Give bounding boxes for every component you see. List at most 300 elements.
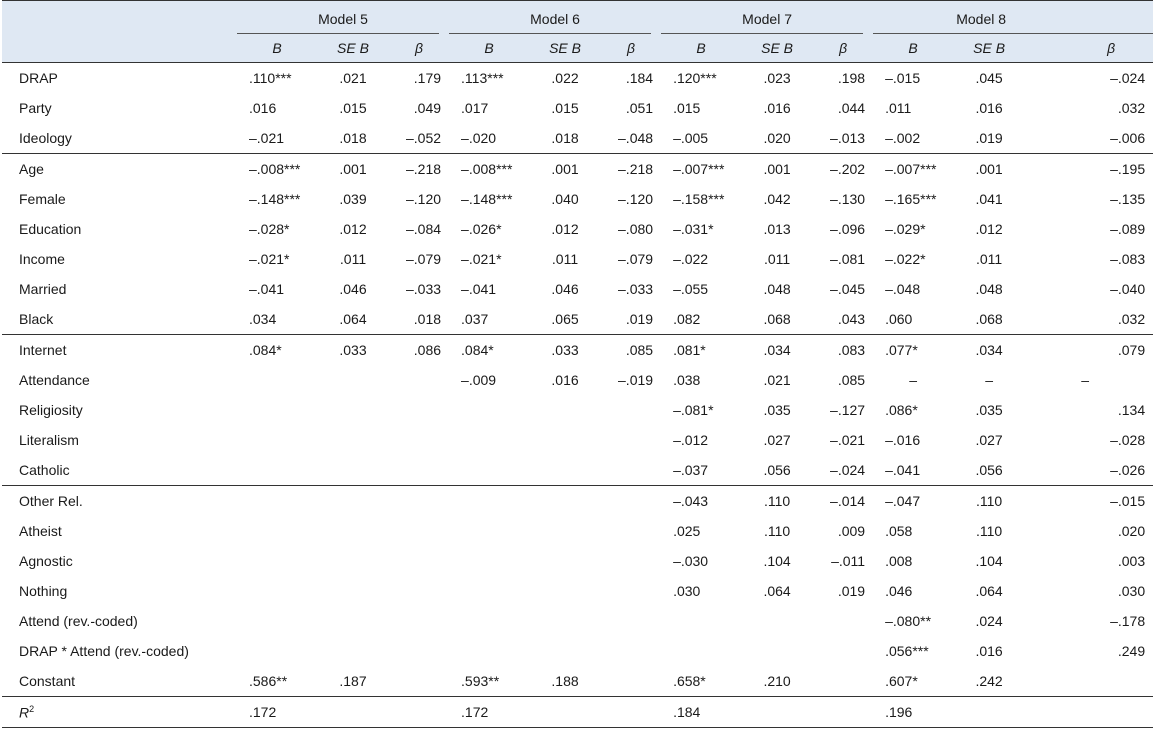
cell-beta: –.033 [405,281,442,297]
cell-beta: –.127 [830,402,866,418]
table-row [2,606,1153,636]
cell-beta [813,606,873,636]
table-row [2,576,1153,606]
cell-beta [601,486,661,517]
cell-beta: –.178 [1110,613,1146,629]
cell-se-b: – [985,372,993,388]
cell-se-b: .065 [529,304,601,335]
cell-b: –.028* [249,221,290,237]
cell-se-b: .064 [975,583,1003,599]
row-label [2,636,237,666]
row-label-text: DRAP [19,70,58,86]
cell-beta: –.080 [618,221,654,237]
cell-b: .058 [885,523,913,539]
cell-b: –.009 [461,372,497,388]
cell-beta: –.218 [618,161,654,177]
cell-se-b: .023 [763,70,791,86]
cell-beta: –.024 [1110,70,1146,86]
cell-beta [389,697,449,728]
row-label [2,546,237,576]
cell-se-b: .016 [975,100,1003,116]
cell-se-b: .056 [953,455,1025,486]
cell-b: .011 [885,100,912,116]
cell-b: –.005 [661,123,741,154]
cell-se-b: .048 [975,281,1003,297]
cell-b: .086* [885,402,918,418]
cell-b: .017 [461,100,489,116]
cell-se-b: .011 [975,251,1003,267]
row-label-text: Nothing [19,583,68,599]
cell-beta: .198 [837,70,866,86]
cell-se-b [529,395,601,425]
cell-b: .586** [237,666,317,697]
cell-se-b: .104 [763,553,791,569]
cell-se-b [317,546,389,576]
row-label [2,697,237,728]
cell-b: –.016 [885,432,921,448]
cell-beta [813,666,873,697]
cell-beta: –.048 [601,123,661,154]
cell-beta: .249 [1117,643,1146,659]
cell-b [449,395,529,425]
cell-se-b: .064 [763,583,791,599]
table-row [2,244,1153,274]
subheader-beta: β [813,33,873,63]
cell-se-b: .021 [763,372,791,388]
cell-se-b: .015 [551,100,579,116]
cell-b: .184 [661,697,741,728]
cell-b: .016 [249,100,277,116]
row-label [2,486,237,517]
row-label-text: Constant [19,673,76,689]
cell-se-b: .056 [741,455,813,486]
table-row [2,425,1153,455]
cell-se-b: .027 [975,432,1003,448]
cell-se-b [529,546,601,576]
cell-beta [389,606,449,636]
cell-se-b: .012 [975,221,1003,237]
cell-b: .082 [661,304,741,335]
cell-se-b: .046 [551,281,579,297]
cell-beta [389,516,449,546]
table-row [2,214,1153,244]
table-row [2,63,1153,94]
cell-beta: –.045 [830,281,866,297]
cell-beta: –.026 [1025,455,1153,486]
cell-b: .110*** [249,70,292,86]
cell-se-b: .020 [741,123,813,154]
cell-beta: .083 [837,342,866,358]
cell-beta: –.135 [1110,191,1146,207]
table-row [2,304,1153,335]
cell-se-b: .104 [975,553,1003,569]
cell-se-b: .187 [317,666,389,697]
cell-b [449,425,529,455]
cell-beta: –.024 [813,455,873,486]
cell-b: .593** [449,666,529,697]
cell-beta: .019 [837,583,866,599]
subheader-beta: β [389,33,449,63]
cell-se-b: .064 [317,304,389,335]
cell-b: .172 [449,697,529,728]
cell-beta: .085 [837,372,866,388]
subheader-se-b: SE B [529,33,601,63]
cell-beta: .044 [837,100,866,116]
table-row [2,546,1153,576]
cell-beta: –.033 [618,281,654,297]
row-label-text: Other Rel. [19,493,83,509]
cell-se-b: .033 [551,342,579,358]
cell-se-b: .033 [339,342,367,358]
cell-se-b: .048 [763,281,791,297]
cell-beta: .019 [601,304,661,335]
model-header-row [2,1,1153,34]
cell-b [237,486,317,517]
cell-b [449,546,529,576]
table-row [2,274,1153,304]
subheader-row [2,33,1153,63]
cell-beta: –.084 [405,221,442,237]
cell-se-b: .011 [551,251,579,267]
cell-b: –.055 [673,281,709,297]
table-row [2,697,1153,728]
cell-beta [813,697,873,728]
cell-b: –.008*** [249,161,301,177]
cell-se-b: .016 [975,643,1003,659]
cell-b [449,455,529,486]
cell-b: .034 [237,304,317,335]
subheader-se-b: SE B [317,33,389,63]
cell-beta: .043 [813,304,873,335]
cell-b: –.037 [661,455,741,486]
cell-se-b [317,425,389,455]
table-row [2,636,1153,666]
cell-b: –.012 [673,432,709,448]
cell-b: –.148*** [461,191,513,207]
cell-b: –.021* [249,251,290,267]
cell-b [237,636,317,666]
cell-beta [389,546,449,576]
table-row [2,365,1153,395]
cell-b: .015 [673,100,701,116]
cell-se-b: .039 [339,191,367,207]
cell-b: .008 [885,553,913,569]
cell-beta: .003 [1117,553,1146,569]
cell-se-b [317,365,389,395]
cell-b: –.008*** [461,161,513,177]
cell-beta: .032 [1025,304,1153,335]
cell-b: –.030 [673,553,709,569]
row-label [2,304,237,335]
row-label-text: DRAP * Attend (rev.-coded) [19,643,189,659]
cell-b: –.002 [873,123,953,154]
cell-beta: –.015 [1110,493,1146,509]
cell-beta: –.021 [830,432,866,448]
table-row [2,335,1153,366]
cell-se-b: .035 [975,402,1003,418]
cell-se-b [741,697,813,728]
cell-beta [601,455,661,486]
row-label [2,365,237,395]
cell-beta: .032 [1117,100,1146,116]
cell-b: –.148*** [249,191,301,207]
row-label-text: Education [19,221,82,237]
cell-se-b: .110 [975,523,1003,539]
table-body [2,63,1153,728]
cell-beta: –.096 [830,221,866,237]
cell-beta: .086 [413,342,442,358]
cell-se-b: .041 [975,191,1003,207]
cell-b: –.022 [673,251,709,267]
cell-b: .120*** [673,70,717,86]
cell-b: –.007*** [885,161,937,177]
cell-se-b [317,576,389,606]
cell-b: – [909,372,917,388]
row-label-text: Age [19,161,44,177]
cell-b [449,486,529,517]
cell-b: –.165*** [885,191,937,207]
row-label [2,63,237,94]
cell-b: –.041 [873,455,953,486]
row-label [2,516,237,546]
cell-beta [601,697,661,728]
model-8-header: Model 8 [873,1,1153,34]
cell-beta: .049 [413,100,442,116]
cell-se-b [529,425,601,455]
cell-beta [601,546,661,576]
cell-b [661,606,741,636]
cell-se-b: .011 [763,251,791,267]
cell-beta [389,455,449,486]
cell-se-b [317,697,389,728]
cell-beta: .020 [1117,523,1146,539]
table-row [2,184,1153,214]
row-label [2,154,237,185]
cell-b: –.031* [673,221,714,237]
cell-b: .060 [873,304,953,335]
cell-beta [1025,697,1153,728]
cell-beta [601,516,661,546]
cell-se-b: .015 [339,100,367,116]
row-label-text: Agnostic [19,553,73,569]
cell-se-b [317,636,389,666]
cell-b: –.021* [461,251,502,267]
cell-beta: –.006 [1025,123,1153,154]
cell-beta [389,666,449,697]
subheader-se-b: SE B [741,33,813,63]
cell-se-b: .110 [763,523,791,539]
cell-se-b: .210 [741,666,813,697]
row-label [2,184,237,214]
cell-b: .025 [673,523,701,539]
cell-se-b: .040 [551,191,579,207]
row-label [2,214,237,244]
cell-se-b: .022 [551,70,579,86]
cell-se-b: .001 [975,161,1003,177]
cell-beta: .085 [625,342,654,358]
cell-se-b: .018 [317,123,389,154]
cell-b: .607* [873,666,953,697]
cell-beta: –.013 [813,123,873,154]
cell-beta: –.120 [405,191,442,207]
cell-beta: .079 [1117,342,1146,358]
cell-b: –.041 [249,281,285,297]
table-row [2,455,1153,486]
subheader-se-b: SE B [953,33,1025,63]
cell-b: –.041 [461,281,497,297]
table-row [2,154,1153,185]
cell-se-b: .019 [953,123,1025,154]
subheader-beta: β [601,33,661,63]
cell-se-b [529,486,601,517]
row-label [2,425,237,455]
subheader-b: B [873,33,953,63]
cell-b: –.007*** [673,161,725,177]
table-row [2,93,1153,123]
cell-se-b [529,697,601,728]
cell-b [237,395,317,425]
cell-se-b [317,395,389,425]
cell-b: .077* [885,342,918,358]
cell-beta: –.089 [1110,221,1146,237]
cell-se-b: .035 [763,402,791,418]
cell-beta [601,425,661,455]
row-label [2,455,237,486]
cell-beta: –.011 [831,553,866,569]
cell-se-b: .024 [975,613,1003,629]
cell-beta: –.202 [830,161,866,177]
cell-beta: –.218 [405,161,442,177]
cell-b: .113*** [461,70,504,86]
row-label-text: Ideology [19,130,72,146]
cell-beta: –.120 [618,191,654,207]
cell-beta: – [1081,372,1089,388]
row-label-text: R [19,704,30,721]
row-label [2,244,237,274]
table-row [2,516,1153,546]
table-row [2,395,1153,425]
cell-se-b: .013 [763,221,791,237]
cell-beta: –.028 [1110,432,1146,448]
row-label-text: Atheist [19,523,62,539]
cell-b [237,425,317,455]
cell-se-b: .012 [339,221,367,237]
cell-b: –.047 [885,493,921,509]
cell-beta [601,636,661,666]
subheader-b: B [237,33,317,63]
cell-se-b [529,606,601,636]
cell-b: –.021 [237,123,317,154]
cell-b: .038 [673,372,701,388]
cell-se-b: .034 [763,342,791,358]
cell-beta: .184 [625,70,654,86]
cell-beta: –.040 [1110,281,1146,297]
cell-b [449,516,529,546]
cell-beta: –.079 [618,251,654,267]
header-corner [2,1,237,34]
cell-b [237,365,317,395]
model-5-header: Model 5 [237,1,449,34]
subheader-corner [2,33,237,63]
cell-se-b: .188 [529,666,601,697]
cell-b: –.022* [885,251,926,267]
row-label-text: Income [19,251,65,267]
model-7-header: Model 7 [661,1,873,34]
cell-se-b: .016 [763,100,791,116]
row-label-text: Female [19,191,66,207]
cell-b: .030 [673,583,701,599]
row-label [2,576,237,606]
row-label [2,606,237,636]
cell-se-b [529,516,601,546]
row-label-text: Catholic [19,462,70,478]
cell-b: –.020 [449,123,529,154]
cell-b: .658* [661,666,741,697]
cell-se-b [741,636,813,666]
cell-se-b: .027 [763,432,791,448]
cell-beta: .051 [625,100,654,116]
cell-beta: .018 [389,304,449,335]
cell-b [449,606,529,636]
subheader-b: B [661,33,741,63]
cell-b: –.043 [673,493,709,509]
cell-beta: –.019 [618,372,654,388]
cell-b [237,455,317,486]
cell-se-b [317,516,389,546]
cell-beta [601,576,661,606]
cell-b: .196 [873,697,953,728]
table-row [2,666,1153,697]
cell-se-b [317,455,389,486]
cell-beta: –.083 [1110,251,1146,267]
cell-b: .056*** [885,643,929,659]
cell-beta [389,365,449,395]
cell-b [449,576,529,606]
cell-se-b: .021 [339,70,367,86]
cell-beta [601,666,661,697]
superscript: 2 [29,703,35,714]
row-label [2,274,237,304]
cell-se-b: .046 [339,281,367,297]
row-label-text: Party [19,100,52,116]
cell-se-b: .045 [975,70,1003,86]
regression-table [2,0,1153,728]
row-label-text: Married [19,281,67,297]
cell-se-b [529,576,601,606]
cell-b [237,516,317,546]
cell-b: .081* [673,342,706,358]
cell-b: .172 [237,697,317,728]
cell-se-b: .011 [339,251,367,267]
cell-se-b: .001 [551,161,579,177]
cell-b [237,576,317,606]
table-row [2,123,1153,154]
cell-beta [389,486,449,517]
cell-beta: –.052 [389,123,449,154]
cell-beta: .179 [413,70,442,86]
cell-se-b: .042 [763,191,791,207]
cell-se-b: .012 [551,221,579,237]
cell-beta [601,395,661,425]
row-label-text: Religiosity [19,402,83,418]
table-row [2,486,1153,517]
cell-se-b: .068 [741,304,813,335]
cell-beta: –.195 [1110,161,1146,177]
cell-beta: –.130 [830,191,866,207]
cell-b: –.026* [461,221,502,237]
subheader-b: B [449,33,529,63]
cell-b: –.158*** [673,191,725,207]
